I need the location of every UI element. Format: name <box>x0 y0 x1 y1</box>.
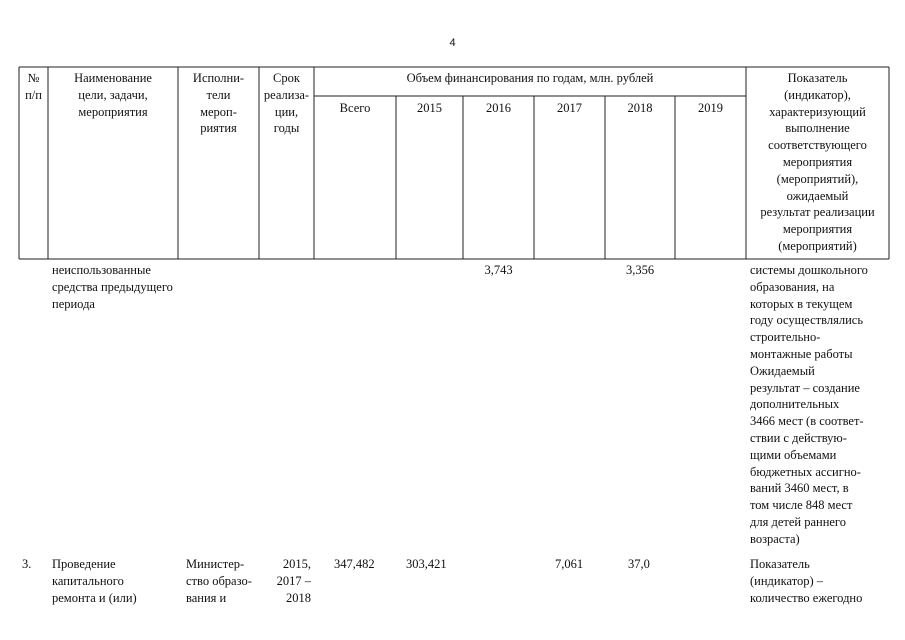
row1-value-2018: 3,356 <box>625 263 655 277</box>
header-number: № п/п <box>25 71 42 102</box>
header-total: Всего <box>339 101 371 115</box>
header-executors: Исполни- тели мероп- риятия <box>192 71 245 136</box>
header-term: Срок реализа- ции, годы <box>263 71 310 136</box>
header-year-2015: 2015 <box>417 101 442 115</box>
header-name: Наименование цели, задачи, мероприятия <box>74 71 152 119</box>
header-funding: Объем финансирования по годам, млн. рублей <box>406 71 654 85</box>
row3-name: Проведение капитального ремонта и (или) <box>52 557 137 605</box>
row1-indicator: системы дошкольного образования, на которых в текущем году осуществлялись строительно- монтажные работы Ожидаемый результат – создание дополнительных 3466 мест (в соответ- ствии с действую- щими объемами бюджетных ассигно- ваний 3460 мест, в том числе 848 мест для детей раннего возраста) <box>750 263 868 546</box>
header-year-2019: 2019 <box>698 101 723 115</box>
row3-indicator: Показатель (индикатор) – количество ежегодно <box>750 557 863 605</box>
row3-term: 2015, 2017 – 2018 <box>276 557 311 605</box>
row3-value-2017: 7,061 <box>555 557 584 571</box>
row1-value-2016: 3,743 <box>484 263 513 277</box>
row3-number: 3. <box>22 557 32 571</box>
header-year-2016: 2016 <box>486 101 511 115</box>
header-year-2017: 2017 <box>557 101 582 115</box>
row3-value-2018: 37,0 <box>628 557 650 571</box>
row3-value-2015: 303,421 <box>406 557 447 571</box>
row3-executors: Министер- ство образо- вания и <box>186 557 252 605</box>
page-number: 4 <box>449 37 456 49</box>
row1-name: неиспользованные средства предыдущего периода <box>52 263 173 311</box>
header-year-2018: 2018 <box>627 101 653 115</box>
header-indicator: Показатель (индикатор), характеризующий выполнение соответствующего мероприятия (мероприятий), ожидаемый результат реализации мероприятия (мероприятий) <box>760 71 875 253</box>
row3-total: 347,482 <box>334 557 375 571</box>
